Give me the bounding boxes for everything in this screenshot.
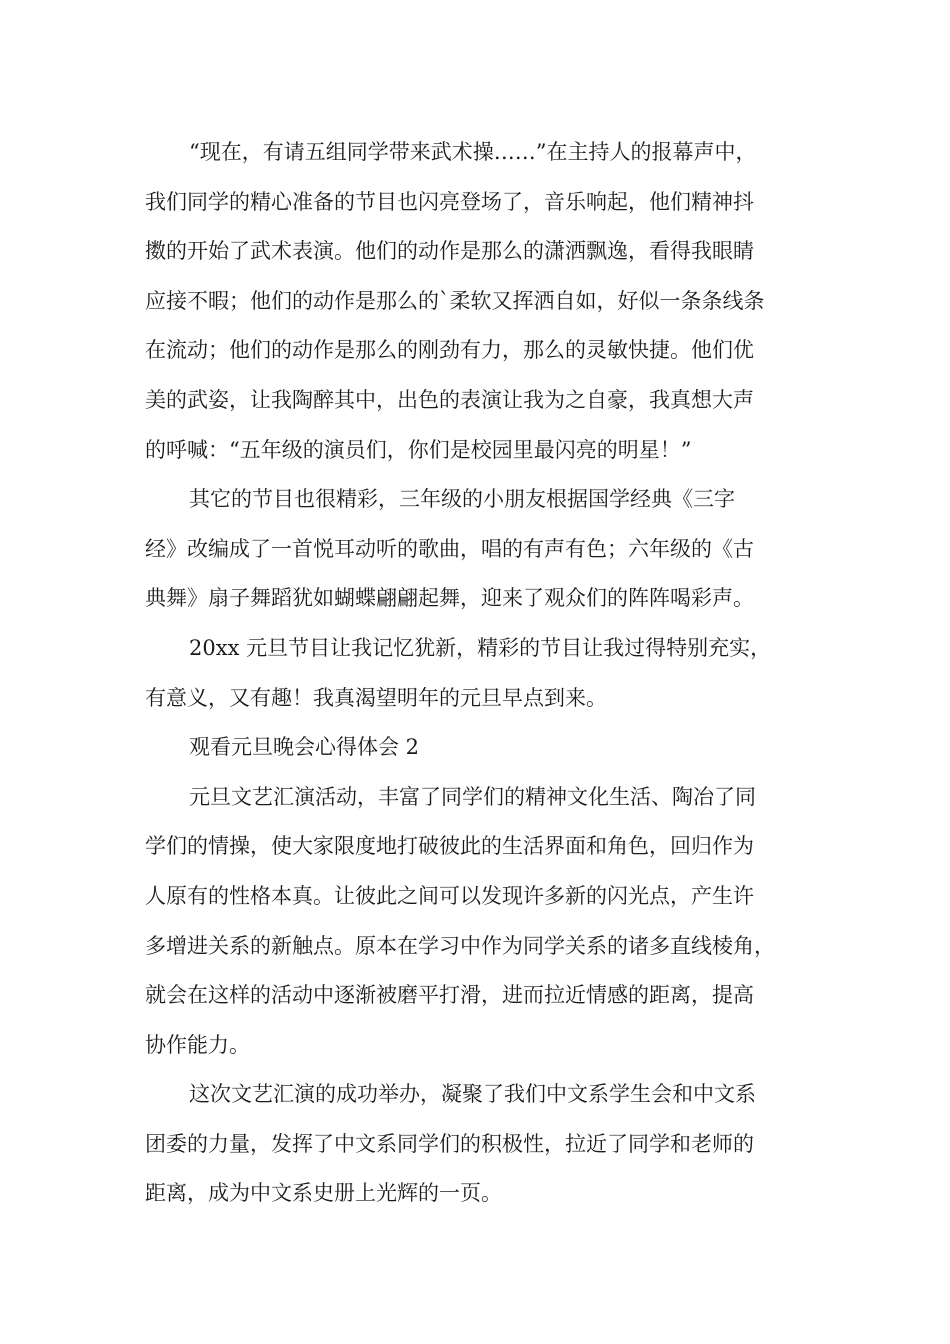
paragraph-success <box>145 1070 825 1219</box>
paragraph-line: 美的武姿，让我陶醉其中，出色的表演让我为之自豪，我真想大声 <box>145 387 754 412</box>
paragraph-line: 这次文艺汇演的成功举办，凝聚了我们中文系学生会和中文系 <box>189 1082 756 1107</box>
paragraph-line: 应接不暇；他们的动作是那么的`柔软又挥洒自如，好似一条条线条 <box>145 288 765 313</box>
paragraph-line: 有意义，又有趣！我真渴望明年的元旦早点到来。 <box>145 685 607 710</box>
paragraph-line: 经》改编成了一首悦耳动听的歌曲，唱的有声有色；六年级的《古 <box>145 536 754 561</box>
paragraph-performance-activity <box>145 773 825 1071</box>
paragraph-line: 典舞》扇子舞蹈犹如蝴蝶翩翩起舞，迎来了观众们的阵阵喝彩声。 <box>145 586 754 611</box>
paragraph-line: 其它的节目也很精彩，三年级的小朋友根据国学经典《三字 <box>189 487 735 512</box>
paragraph-other-programs <box>145 475 825 624</box>
paragraph-line: 我们同学的精心准备的节目也闪亮登场了，音乐响起，他们精神抖 <box>145 189 754 214</box>
paragraph-line: 学们的情操，使大家限度地打破彼此的生活界面和角色，回归作为 <box>145 834 754 859</box>
paragraph-line: 人原有的性格本真。让彼此之间可以发现许多新的闪光点，产生许 <box>145 883 754 908</box>
paragraph-line: 团委的力量，发挥了中文系同学们的积极性，拉近了同学和老师的 <box>145 1131 754 1156</box>
section-heading: 观看元旦晚会心得体会 2 <box>189 735 420 760</box>
paragraph-line: 擞的开始了武术表演。他们的动作是那么的潇洒飘逸，看得我眼睛 <box>145 239 754 264</box>
paragraph-line: 距离，成为中文系史册上光辉的一页。 <box>145 1181 502 1206</box>
paragraph-line: 元旦文艺汇演活动，丰富了同学们的精神文化生活、陶冶了同 <box>189 784 756 809</box>
paragraph-line: 多增进关系的新触点。原本在学习中作为同学关系的诸多直线棱角， <box>145 933 775 958</box>
document-body <box>145 128 825 1219</box>
paragraph-line: 协作能力。 <box>145 1032 250 1057</box>
paragraph-line: 20xx 元旦节目让我记忆犹新，精彩的节目让我过得特别充实， <box>189 635 772 660</box>
paragraph-line: 在流动；他们的动作是那么的刚劲有力，那么的灵敏快捷。他们优 <box>145 338 754 363</box>
paragraph-line: 的呼喊：“五年级的演员们，你们是校园里最闪亮的明星！” <box>145 437 692 462</box>
paragraph-line: 就会在这样的活动中逐渐被磨平打滑，进而拉近情感的距离，提高 <box>145 983 754 1008</box>
paragraph-performance <box>145 128 825 475</box>
paragraph-new-year-memory <box>145 624 825 723</box>
paragraph-line: “现在，有请五组同学带来武术操……”在主持人的报幕声中， <box>189 140 757 164</box>
